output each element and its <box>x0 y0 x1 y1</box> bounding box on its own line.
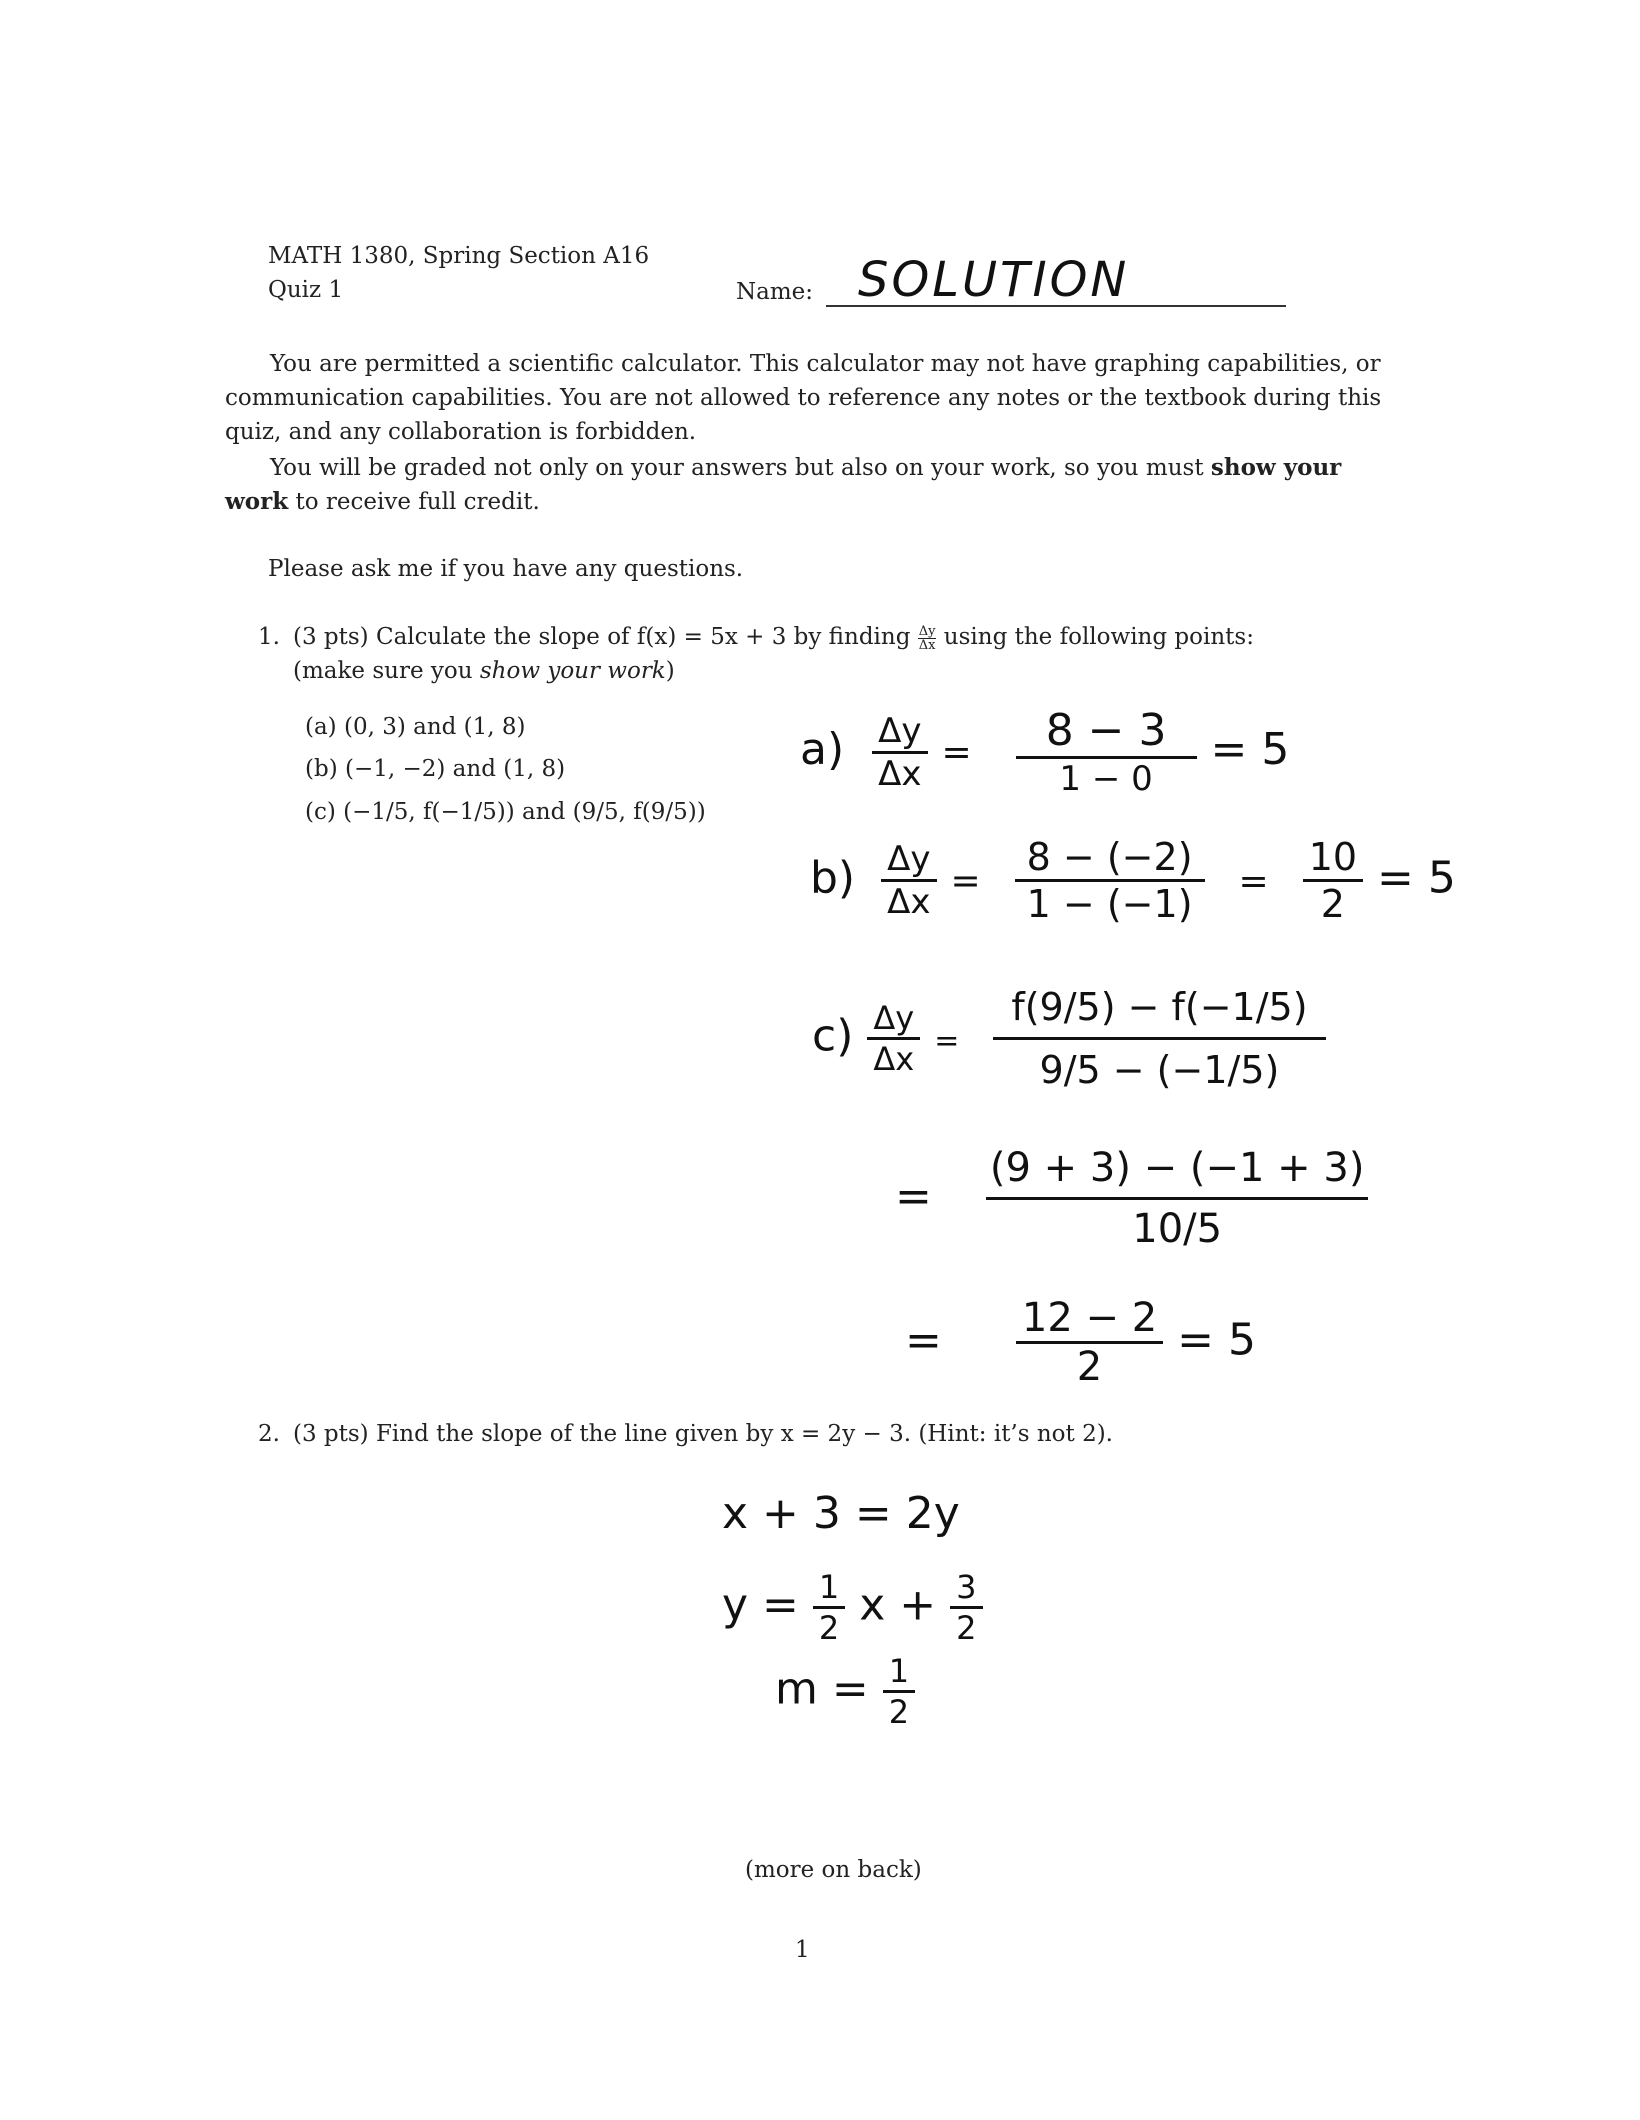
solution-1b-num2: 10 <box>1303 835 1363 882</box>
solution-1c <box>812 985 1326 1092</box>
solution-1b-den: 1 − (−1) <box>1026 882 1193 926</box>
solution-1c-dy: Δy <box>867 999 920 1040</box>
solution-2-line2-a: y = <box>722 1579 799 1631</box>
solution-1b-dy: Δy <box>881 839 936 882</box>
solution-2-line2-den1: 2 <box>818 1609 840 1647</box>
solution-1b-frac2 <box>1303 835 1363 926</box>
solution-2-line2-num2: 3 <box>950 1568 982 1609</box>
solution-1b-label: b) <box>810 852 856 904</box>
solution-1c-dx: Δx <box>873 1040 915 1078</box>
solution-2-line3 <box>775 1652 915 1731</box>
question-2-text: (3 pts) Find the slope of the line given by x = 2y − 3. (Hint: it’s not 2). <box>293 1421 1113 1447</box>
solution-1c-label: c) <box>812 1010 854 1062</box>
solution-1b-eq2: = <box>1238 860 1269 902</box>
question-1-text-a: (3 pts) Calculate the slope of f(x) = 5x + 3 by finding <box>293 624 911 650</box>
solution-1c-step3-result: = 5 <box>1177 1314 1257 1366</box>
delta-fraction <box>918 625 937 652</box>
solution-1a-dx: Δx <box>878 753 922 794</box>
solution-2-line3-a: m = <box>775 1663 869 1715</box>
name-value-handwritten: SOLUTION <box>858 252 1130 308</box>
solution-1b-dx: Δx <box>887 882 931 922</box>
question-1-part-c: (c) (−1/5, f(−1/5)) and (9/5, f(9/5)) <box>305 799 706 825</box>
solution-2-line2-frac2 <box>950 1568 982 1647</box>
solution-1a-result: = 5 <box>1210 724 1290 775</box>
solution-1a-eq: = <box>941 732 972 773</box>
solution-1a-dy: Δy <box>872 711 927 754</box>
solution-1c-delta <box>867 999 920 1078</box>
solution-1b-den2: 2 <box>1320 882 1345 926</box>
instructions-questions: Please ask me if you have any questions. <box>268 556 744 582</box>
solution-1c-step2-eq: = <box>895 1170 932 1222</box>
solution-1c-step2-den: 10/5 <box>1132 1206 1223 1252</box>
solution-1b-frac <box>1015 835 1205 926</box>
instructions-text-1: You are permitted a scientific calculator. This calculator may not have graphing capabilities, or communication capabilities. You are not allowed to reference any notes or the textbook during this quiz, and any collaboration is forbidden. <box>225 351 1382 445</box>
question-1-text-b: using the following points: <box>943 624 1254 650</box>
page-number: 1 <box>795 1937 810 1963</box>
solution-1c-num: f(9/5) − f(−1/5) <box>993 985 1325 1040</box>
instructions-bold: show your work <box>225 454 1342 515</box>
solution-1c-step2-frac <box>986 1145 1369 1252</box>
instructions-text-2b: to receive full credit. <box>288 489 540 515</box>
solution-1c-step3-eq: = <box>905 1314 942 1366</box>
solution-2-line3-den: 2 <box>888 1693 910 1731</box>
solution-1b-eq: = <box>950 860 981 902</box>
solution-1c-step3-frac <box>1016 1295 1163 1390</box>
solution-1a-label: a) <box>800 724 845 775</box>
solution-2-line3-frac <box>883 1652 915 1731</box>
solution-2-line2-den2: 2 <box>956 1609 977 1647</box>
solution-1c-step2-num: (9 + 3) − (−1 + 3) <box>986 1145 1369 1200</box>
solution-1c-step3-num: 12 − 2 <box>1016 1295 1163 1344</box>
solution-1c-step3-den: 2 <box>1076 1344 1103 1390</box>
instructions-paragraph-1 <box>225 347 1395 449</box>
more-on-back: (more on back) <box>745 1857 922 1883</box>
course-title: MATH 1380, Spring Section A16 <box>268 243 650 269</box>
solution-1a-num: 8 − 3 <box>1016 705 1197 759</box>
solution-1b-delta <box>881 839 936 922</box>
solution-2-line3-num: 1 <box>883 1652 915 1693</box>
question-1-part-a: (a) (0, 3) and (1, 8) <box>305 714 526 740</box>
quiz-title: Quiz 1 <box>268 277 344 303</box>
question-1-text <box>293 620 1393 654</box>
question-1-text-d: ) <box>665 658 675 684</box>
solution-1b-result: = 5 <box>1377 852 1456 904</box>
delta-num: Δy <box>918 623 936 639</box>
question-2-number: 2. <box>258 1421 280 1447</box>
solution-1c-step3 <box>905 1295 1256 1390</box>
question-1-part-b: (b) (−1, −2) and (1, 8) <box>305 756 566 782</box>
solution-2-line2-num1: 1 <box>813 1568 845 1609</box>
solution-1b <box>810 835 1456 926</box>
solution-1a <box>800 705 1289 799</box>
question-1-italic: show your work <box>479 658 666 684</box>
solution-1c-eq: = <box>934 1023 960 1059</box>
solution-1a-delta <box>872 711 927 794</box>
solution-2-line1: x + 3 = 2y <box>722 1488 960 1539</box>
delta-den: Δx <box>918 637 936 653</box>
solution-2-line2 <box>722 1568 983 1647</box>
solution-1c-frac <box>993 985 1325 1092</box>
solution-2-line2-frac1 <box>813 1568 845 1647</box>
question-1-text-c: (make sure you <box>293 658 473 684</box>
name-label: Name: <box>736 279 814 305</box>
question-1-text-line2 <box>293 654 675 688</box>
solution-1c-step2 <box>895 1145 1368 1252</box>
instructions-paragraph-2 <box>225 451 1395 519</box>
solution-2-line2-b: x + <box>859 1579 937 1631</box>
solution-1c-den: 9/5 − (−1/5) <box>1039 1048 1280 1092</box>
solution-1a-den: 1 − 0 <box>1059 759 1153 799</box>
solution-1b-num: 8 − (−2) <box>1015 835 1205 882</box>
instructions-text-2a: You will be graded not only on your answers but also on your work, so you must <box>270 455 1211 481</box>
solution-1a-frac <box>1016 705 1197 799</box>
question-1-number: 1. <box>258 624 280 650</box>
